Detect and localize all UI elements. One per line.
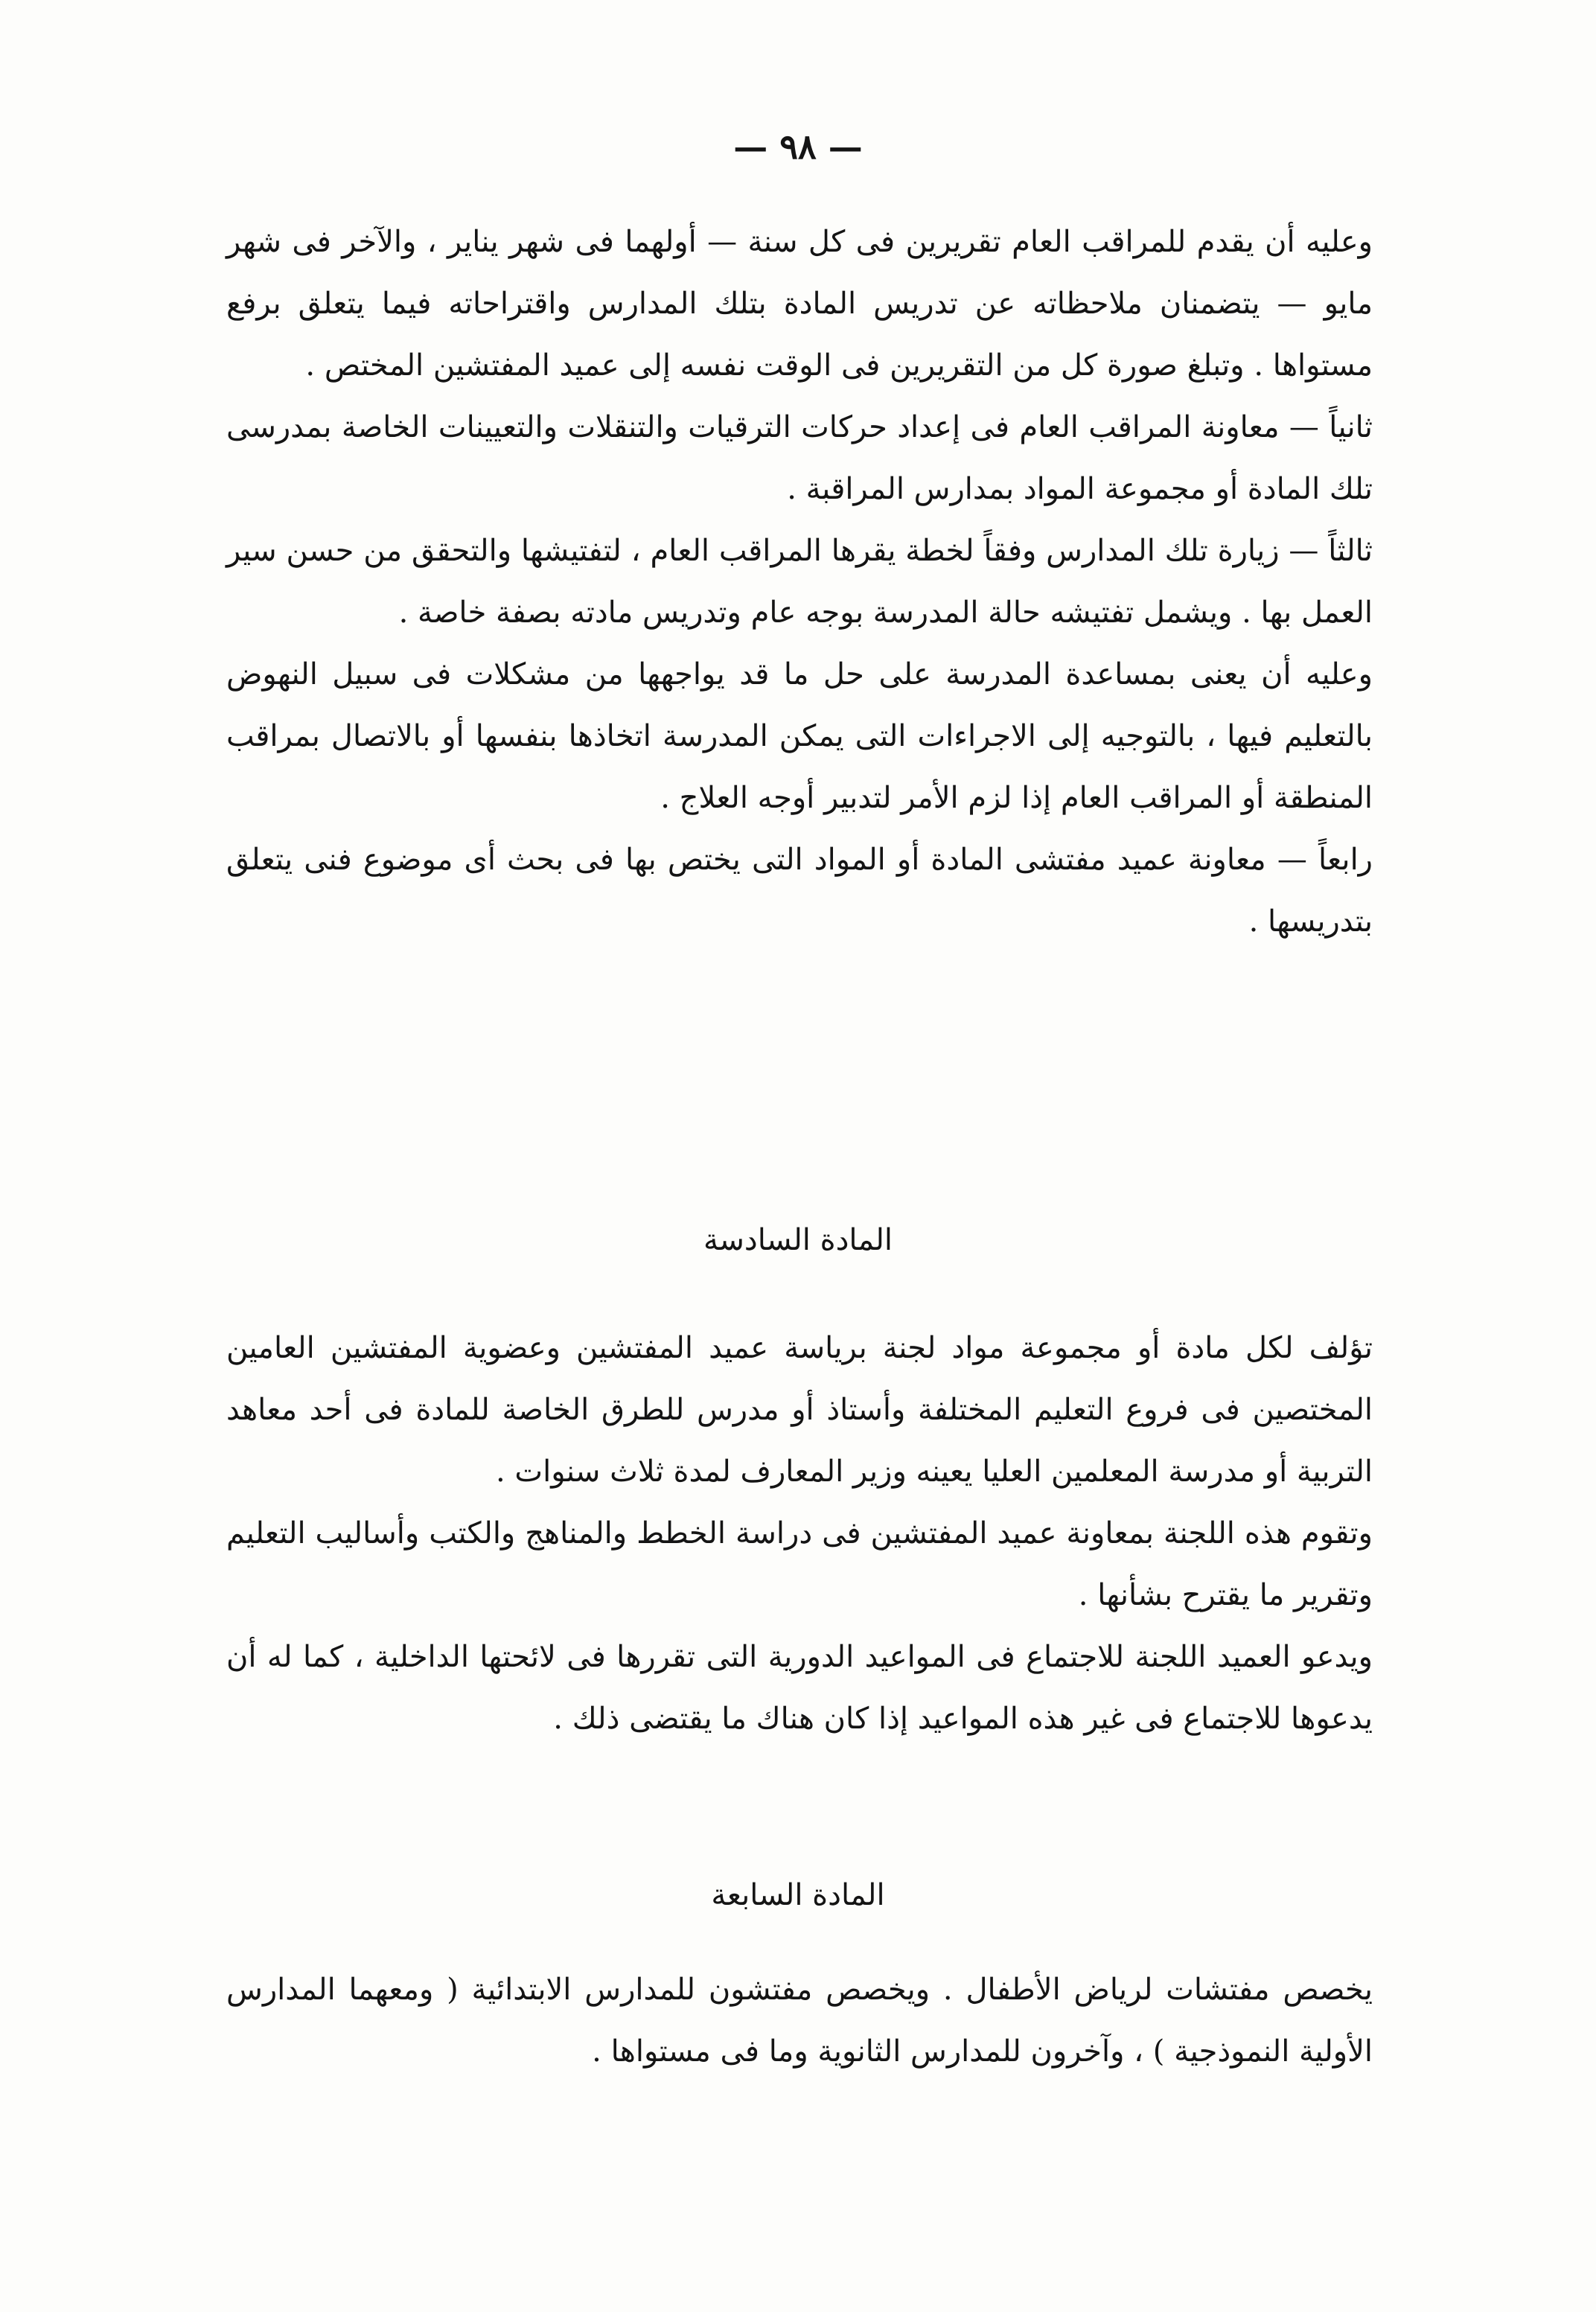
page-number: — ٩٨ — <box>733 127 863 167</box>
article-7-heading: المادة السابعة <box>711 1878 885 1912</box>
article-6-body <box>226 1318 1373 1750</box>
paragraph: وعليه أن يقدم للمراقب العام تقريرين فى كل سنة — أولهما فى شهر يناير ، والآخر فى شهر مايو — يتضمنان ملاحظاته عن تدريس المادة بتلك المدارس واقتراحاته فيما يتعلق برفع مستواها . وتبلغ صورة كل من التقريرين فى الوقت نفسه إلى عميد المفتشين المختص . <box>226 225 1373 383</box>
paragraph: ثانياً — معاونة المراقب العام فى إعداد حركات الترقيات والتنقلات والتعيينات الخاصة بمدرسى تلك المادة أو مجموعة المواد بمدارس المراقبة . <box>226 410 1373 506</box>
section-1-body <box>226 211 1373 953</box>
paragraph: ويدعو العميد اللجنة للاجتماع فى المواعيد الدورية التى تقررها فى لائحتها الداخلية ، كما له أن يدعوها للاجتماع فى غير هذه المواعيد إذا كان هناك ما يقتضى ذلك . <box>226 1640 1373 1736</box>
paragraph: يخصص مفتشات لرياض الأطفال . ويخصص مفتشون للمدارس الابتدائية ( ومعهما المدارس الأولية النموذجية ) ، وآخرون للمدارس الثانوية وما فى مستواها . <box>226 1973 1373 2069</box>
article-7-body <box>226 1959 1373 2083</box>
paragraph: رابعاً — معاونة عميد مفتشى المادة أو المواد التى يختص بها فى بحث أى موضوع فنى يتعلق بتدريسها . <box>226 843 1373 939</box>
paragraph: ثالثاً — زيارة تلك المدارس وفقاً لخطة يقرها المراقب العام ، لتفتيشها والتحقق من حسن سير العمل بها . ويشمل تفتيشه حالة المدرسة بوجه عام وتدريس مادته بصفة خاصة . <box>226 534 1373 630</box>
paragraph: تؤلف لكل مادة أو مجموعة مواد لجنة برياسة عميد المفتشين وعضوية المفتشين العامين المختصين فى فروع التعليم المختلفة وأستاذ أو مدرس للطرق الخاصة للمادة فى أحد معاهد التربية أو مدرسة المعلمين العليا يعينه وزير المعارف لمدة ثلاث سنوات . <box>226 1331 1373 1489</box>
paragraph: وعليه أن يعنى بمساعدة المدرسة على حل ما قد يواجهها من مشكلات فى سبيل النهوض بالتعليم فيها ، بالتوجيه إلى الاجراءات التى يمكن المدرسة اتخاذها بنفسها أو بالاتصال بمراقب المنطقة أو المراقب العام إذا لزم الأمر لتدبير أوجه العلاج . <box>226 657 1373 815</box>
paragraph: وتقوم هذه اللجنة بمعاونة عميد المفتشين فى دراسة الخطط والمناهج والكتب وأساليب التعليم وتقرير ما يقترح بشأنها . <box>226 1516 1373 1612</box>
article-6-heading: المادة السادسة <box>703 1223 893 1257</box>
